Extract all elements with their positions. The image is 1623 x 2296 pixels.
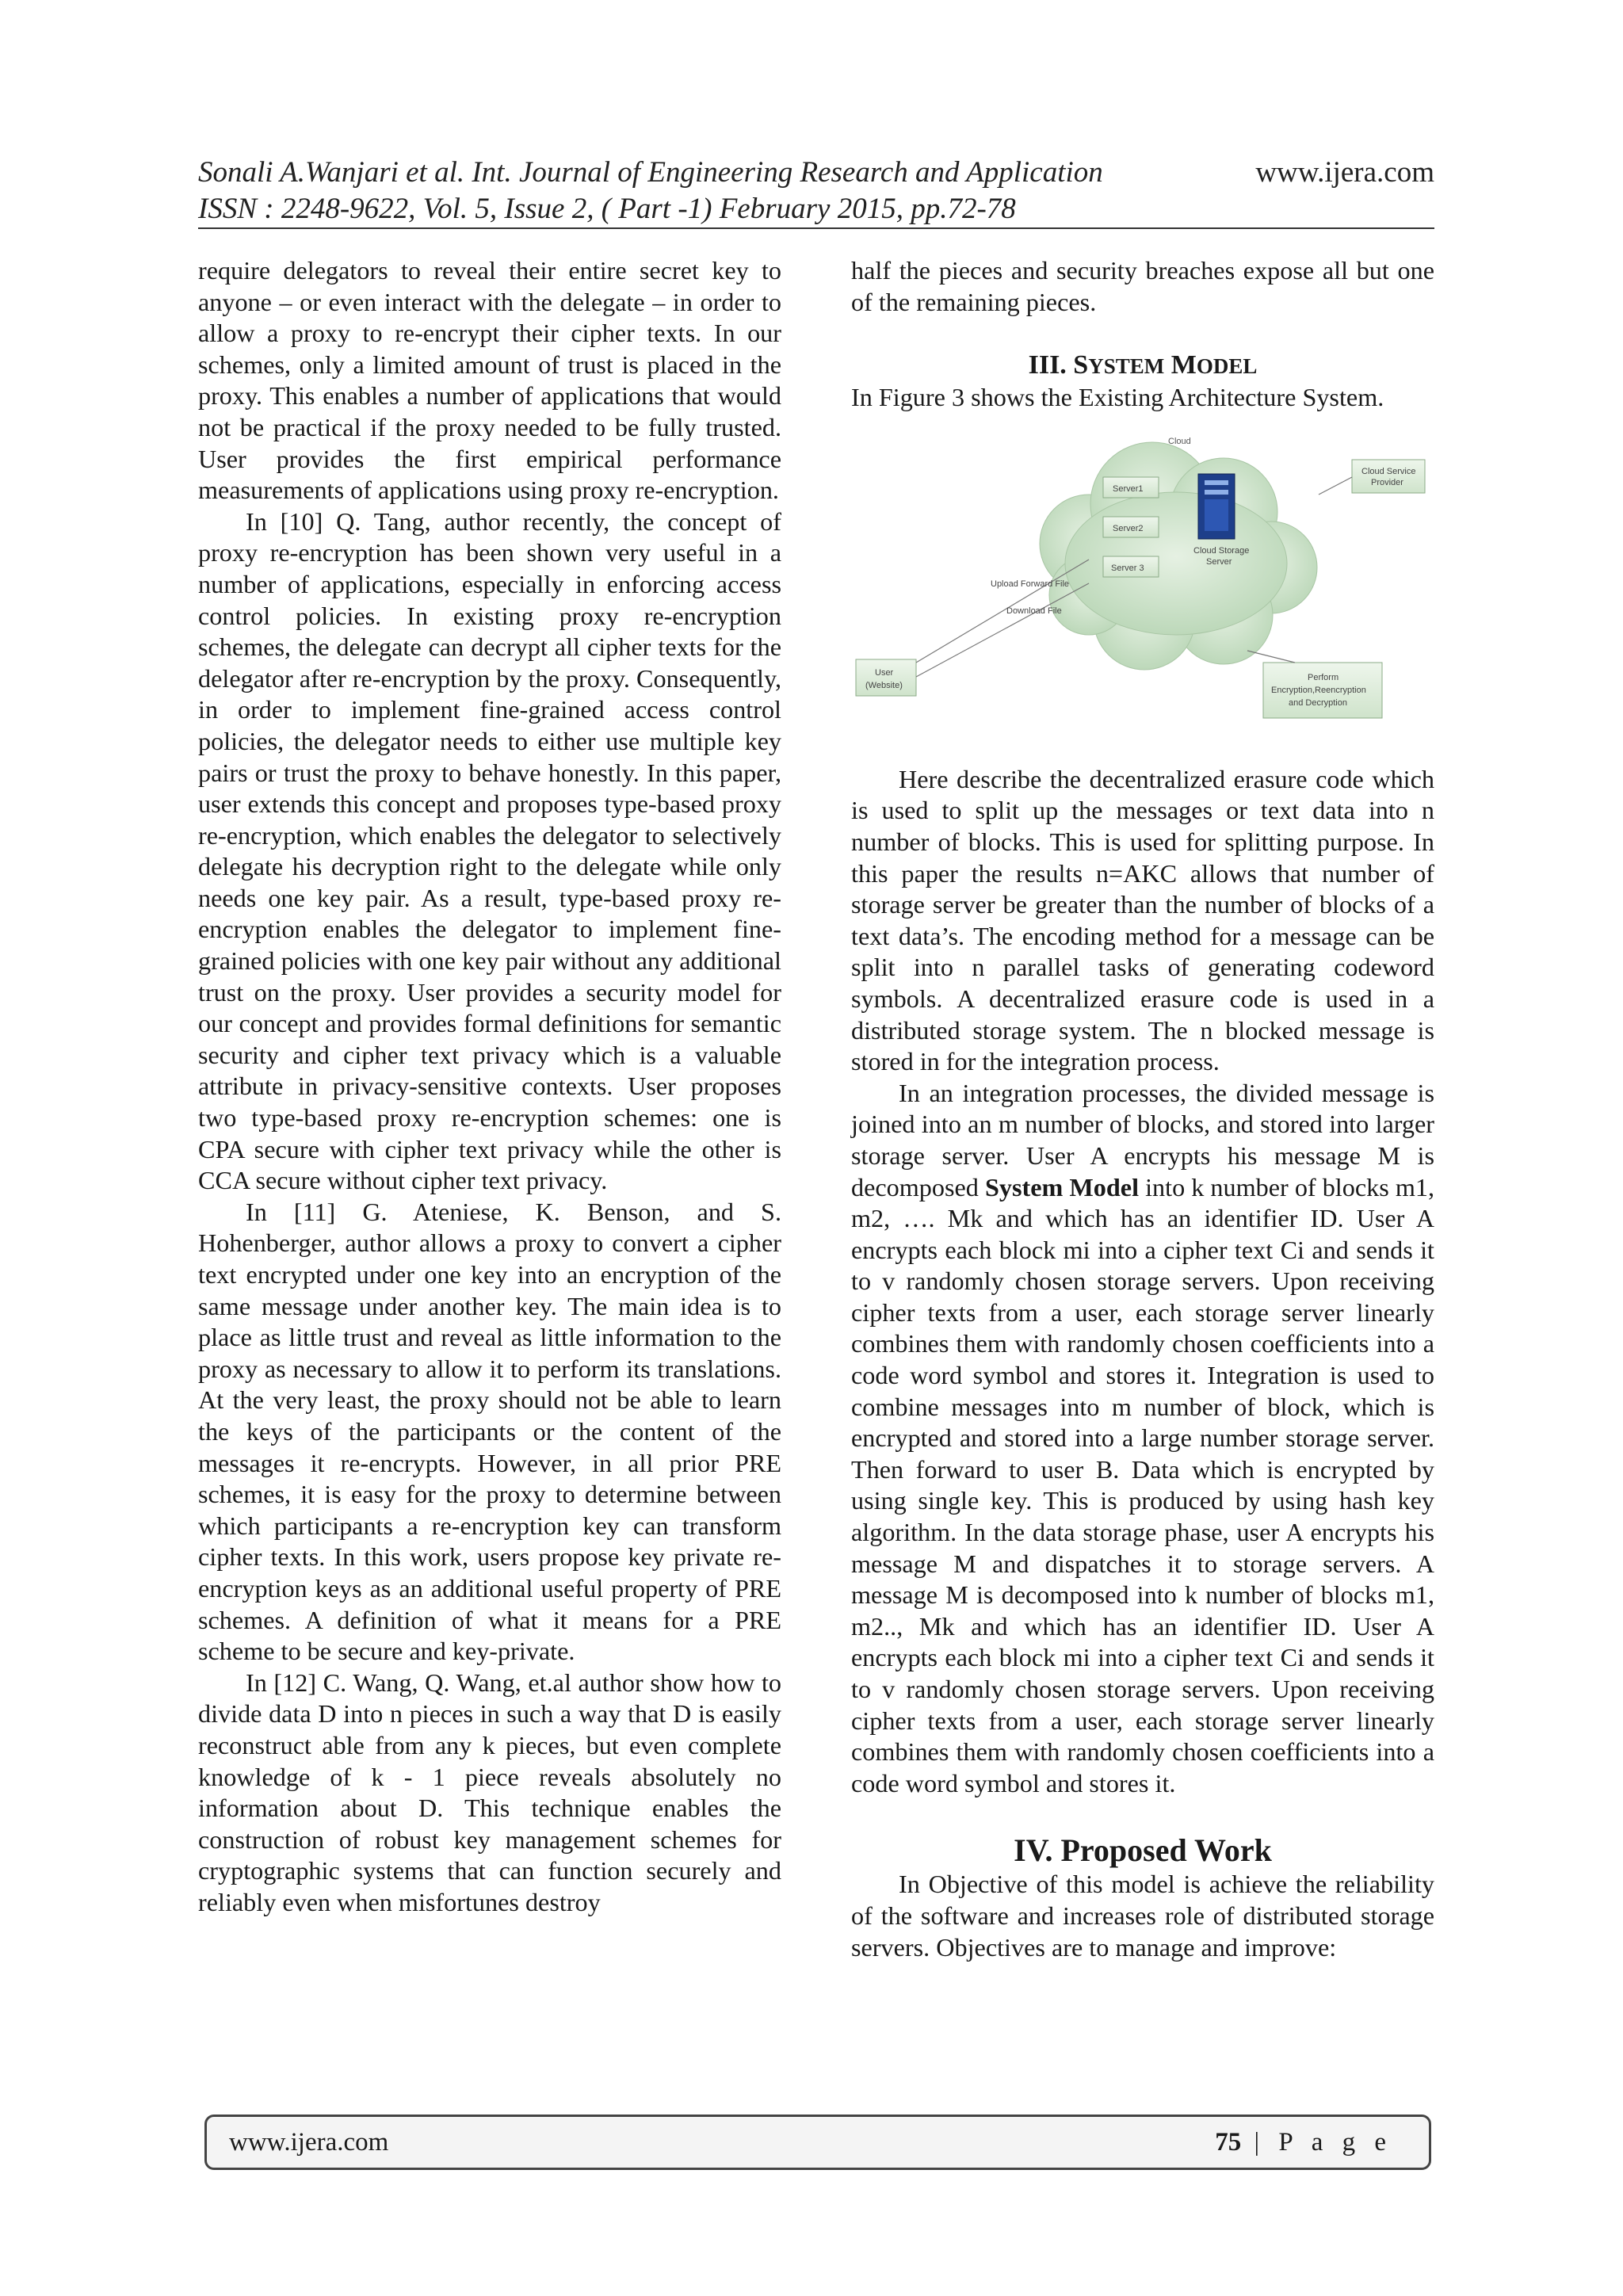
section-title-proposed-work: IV. Proposed Work bbox=[1014, 1832, 1272, 1869]
footer-site-url[interactable]: www.ijera.com bbox=[229, 2127, 389, 2157]
server3-label: Server 3 bbox=[1111, 563, 1144, 573]
header-divider bbox=[198, 227, 1434, 229]
perform-label-1: Perform bbox=[1308, 672, 1339, 682]
section-title-system-model: III. SYSTEM MODEL bbox=[1028, 350, 1258, 380]
cloud-label: Cloud bbox=[1168, 436, 1191, 446]
download-label: Download File bbox=[1006, 606, 1062, 616]
architecture-diagram bbox=[851, 425, 1434, 742]
paragraph-integration: In an integration processes, the divided message is joined into an m number of blocks, and stored into larger storage server. User A encrypts his message M is decomposed System Model into k number of blocks m1, m2, …. Mk and which has an identifier ID. User A encrypts each block mi into a cipher text Ci and sends it to v randomly chosen storage servers. Upon receiving cipher texts from a user, each storage server linearly combines them with randomly chosen coefficients into a code word symbol and stores it. Integration is used to combine messages into m number of block, which is encrypted and stored into a large number storage server. Then forward to user B. Data which is encrypted by using single key. This is produced by using hash key algorithm. In the data storage phase, user A encrypts his message M and dispatches it to storage servers. A message M is decomposed into k number of blocks m1, m2.., Mk and which has an identifier ID. User A encrypts each block mi into a cipher text Ci and sends it to v randomly chosen storage servers. Upon receiving cipher texts from a user, each storage server linearly combines them with randomly chosen coefficients into a code word symbol and stores it. bbox=[851, 1078, 1435, 1797]
paragraph-objective: In Objective of this model is achieve the reliability of the software and increases role of distributed storage servers. Objectives are to manage and improve: bbox=[851, 1870, 1434, 1962]
provider-label: Cloud Service bbox=[1361, 466, 1416, 476]
page-number: 75 | P a g e bbox=[1215, 2127, 1392, 2157]
journal-citation: Sonali A.Wanjari et al. Int. Journal of Engineering Research and Application bbox=[198, 156, 1103, 189]
issn-line: ISSN : 2248-9622, Vol. 5, Issue 2, ( Part -1) February 2015, pp.72-78 bbox=[198, 193, 1016, 225]
user-label-2: (Website) bbox=[865, 680, 903, 690]
paragraph-ref-12: In [12] C. Wang, Q. Wang, et.al author show how to divide data D into n pieces in such a way that D is easily reconstruct able from any k pieces, but even complete knowledge of k - 1 piece reveals absolutely no information about D. This technique enables the construction of robust key management schemes for cryptographic systems that can function securely and reliably even when misfortunes destroy bbox=[198, 1668, 781, 1916]
upload-label: Upload Forward File bbox=[991, 579, 1070, 589]
left-column bbox=[198, 255, 781, 1918]
paragraph-ref-11: In [11] G. Ateniese, K. Benson, and S. Hohenberger, author allows a proxy to convert a cipher text encrypted under one key into an encryption of the same message under another key. The main idea is to place as little trust and reveal as little information to the proxy as necessary to allow it to perform its translations. At the very least, the proxy should not be able to learn the keys of the participants or the content of the messages it re-encrypts. However, in all prior PRE schemes, it is easy for the proxy to determine between which participants a re-encryption key can transform cipher texts. In this work, users propose key private re-encryption keys as an additional useful property of PRE schemes. A definition of what it means for a PRE scheme to be secure and key-private. bbox=[198, 1197, 781, 1666]
cloud-shape bbox=[1040, 442, 1317, 670]
page-footer bbox=[204, 2115, 1431, 2170]
paragraph-erasure-code: Here describe the decentralized erasure code which is used to split up the messages or text data into n number of blocks. This is used for splitting purpose. In this paper the results n=AKC allows that number of storage server be greater than the number of blocks of a text data’s. The encoding method for a message can be split into n parallel tasks of generating codeword symbols. A decentralized erasure code is used in a distributed storage system. The n blocked message is stored in for the integration process. bbox=[851, 764, 1434, 1076]
architecture-figure bbox=[851, 425, 1434, 742]
provider-box bbox=[1352, 460, 1425, 493]
right-column bbox=[851, 255, 1434, 1963]
storage-label: Cloud Storage bbox=[1193, 545, 1250, 556]
running-header bbox=[198, 155, 1434, 227]
perform-label-3: and Decryption bbox=[1289, 697, 1347, 708]
user-box bbox=[856, 659, 916, 696]
storage-label-2: Server bbox=[1206, 556, 1232, 567]
provider-link bbox=[1319, 477, 1352, 495]
user-label: User bbox=[875, 667, 894, 678]
figure-intro: In Figure 3 shows the Existing Architecture System. bbox=[851, 383, 1384, 412]
download-arrow bbox=[916, 583, 1089, 677]
provider-label-2: Provider bbox=[1371, 477, 1403, 487]
storage-server-icon bbox=[1198, 474, 1235, 539]
paragraph-ref-10: In [10] Q. Tang, author recently, the concept of proxy re-encryption has been shown very useful in a number of applications, especially in enforcing access control policies. In existing proxy re-encryption schemes, the delegate can decrypt all cipher texts for the delegator after re-encryption by the proxy. Consequently, in order to implement fine-grained access control policies, the delegator needs to either use multiple key pairs or trust the proxy to behave honestly. In this paper, user extends this concept and proposes type-based proxy re-encryption, which enables the delegator to selectively delegate his decryption right to the delegate while only needs one key pair. As a result, type-based proxy re-encryption enables the delegator to implement fine-grained policies with one key pair without any additional trust on the proxy. User provides a security model for our concept and provides formal definitions for semantic security and cipher text privacy which is a valuable attribute in privacy-sensitive contexts. User proposes two type-based proxy re-encryption schemes: one is CPA secure with cipher text privacy while the other is CCA secure without cipher text privacy. bbox=[198, 506, 781, 1195]
server1-label: Server1 bbox=[1113, 483, 1144, 494]
perform-label-2: Encryption,Reencryption bbox=[1271, 685, 1366, 695]
paragraph-right-continued: half the pieces and security breaches expose all but one of the remaining pieces. bbox=[851, 256, 1434, 316]
paragraph-left-1: require delegators to reveal their entire secret key to anyone – or even interact with the delegate – in order to allow a proxy to re-encrypt their cipher texts. In our schemes, only a limited amount of trust is placed in the proxy. This enables a number of applications that would not be practical if the proxy needed to be fully trusted. User provides the first empirical performance measurements of applications using proxy re-encryption. bbox=[198, 256, 781, 505]
server2-label: Server2 bbox=[1113, 523, 1144, 533]
header-site-url[interactable]: www.ijera.com bbox=[1255, 156, 1434, 189]
perform-link bbox=[1247, 651, 1295, 663]
